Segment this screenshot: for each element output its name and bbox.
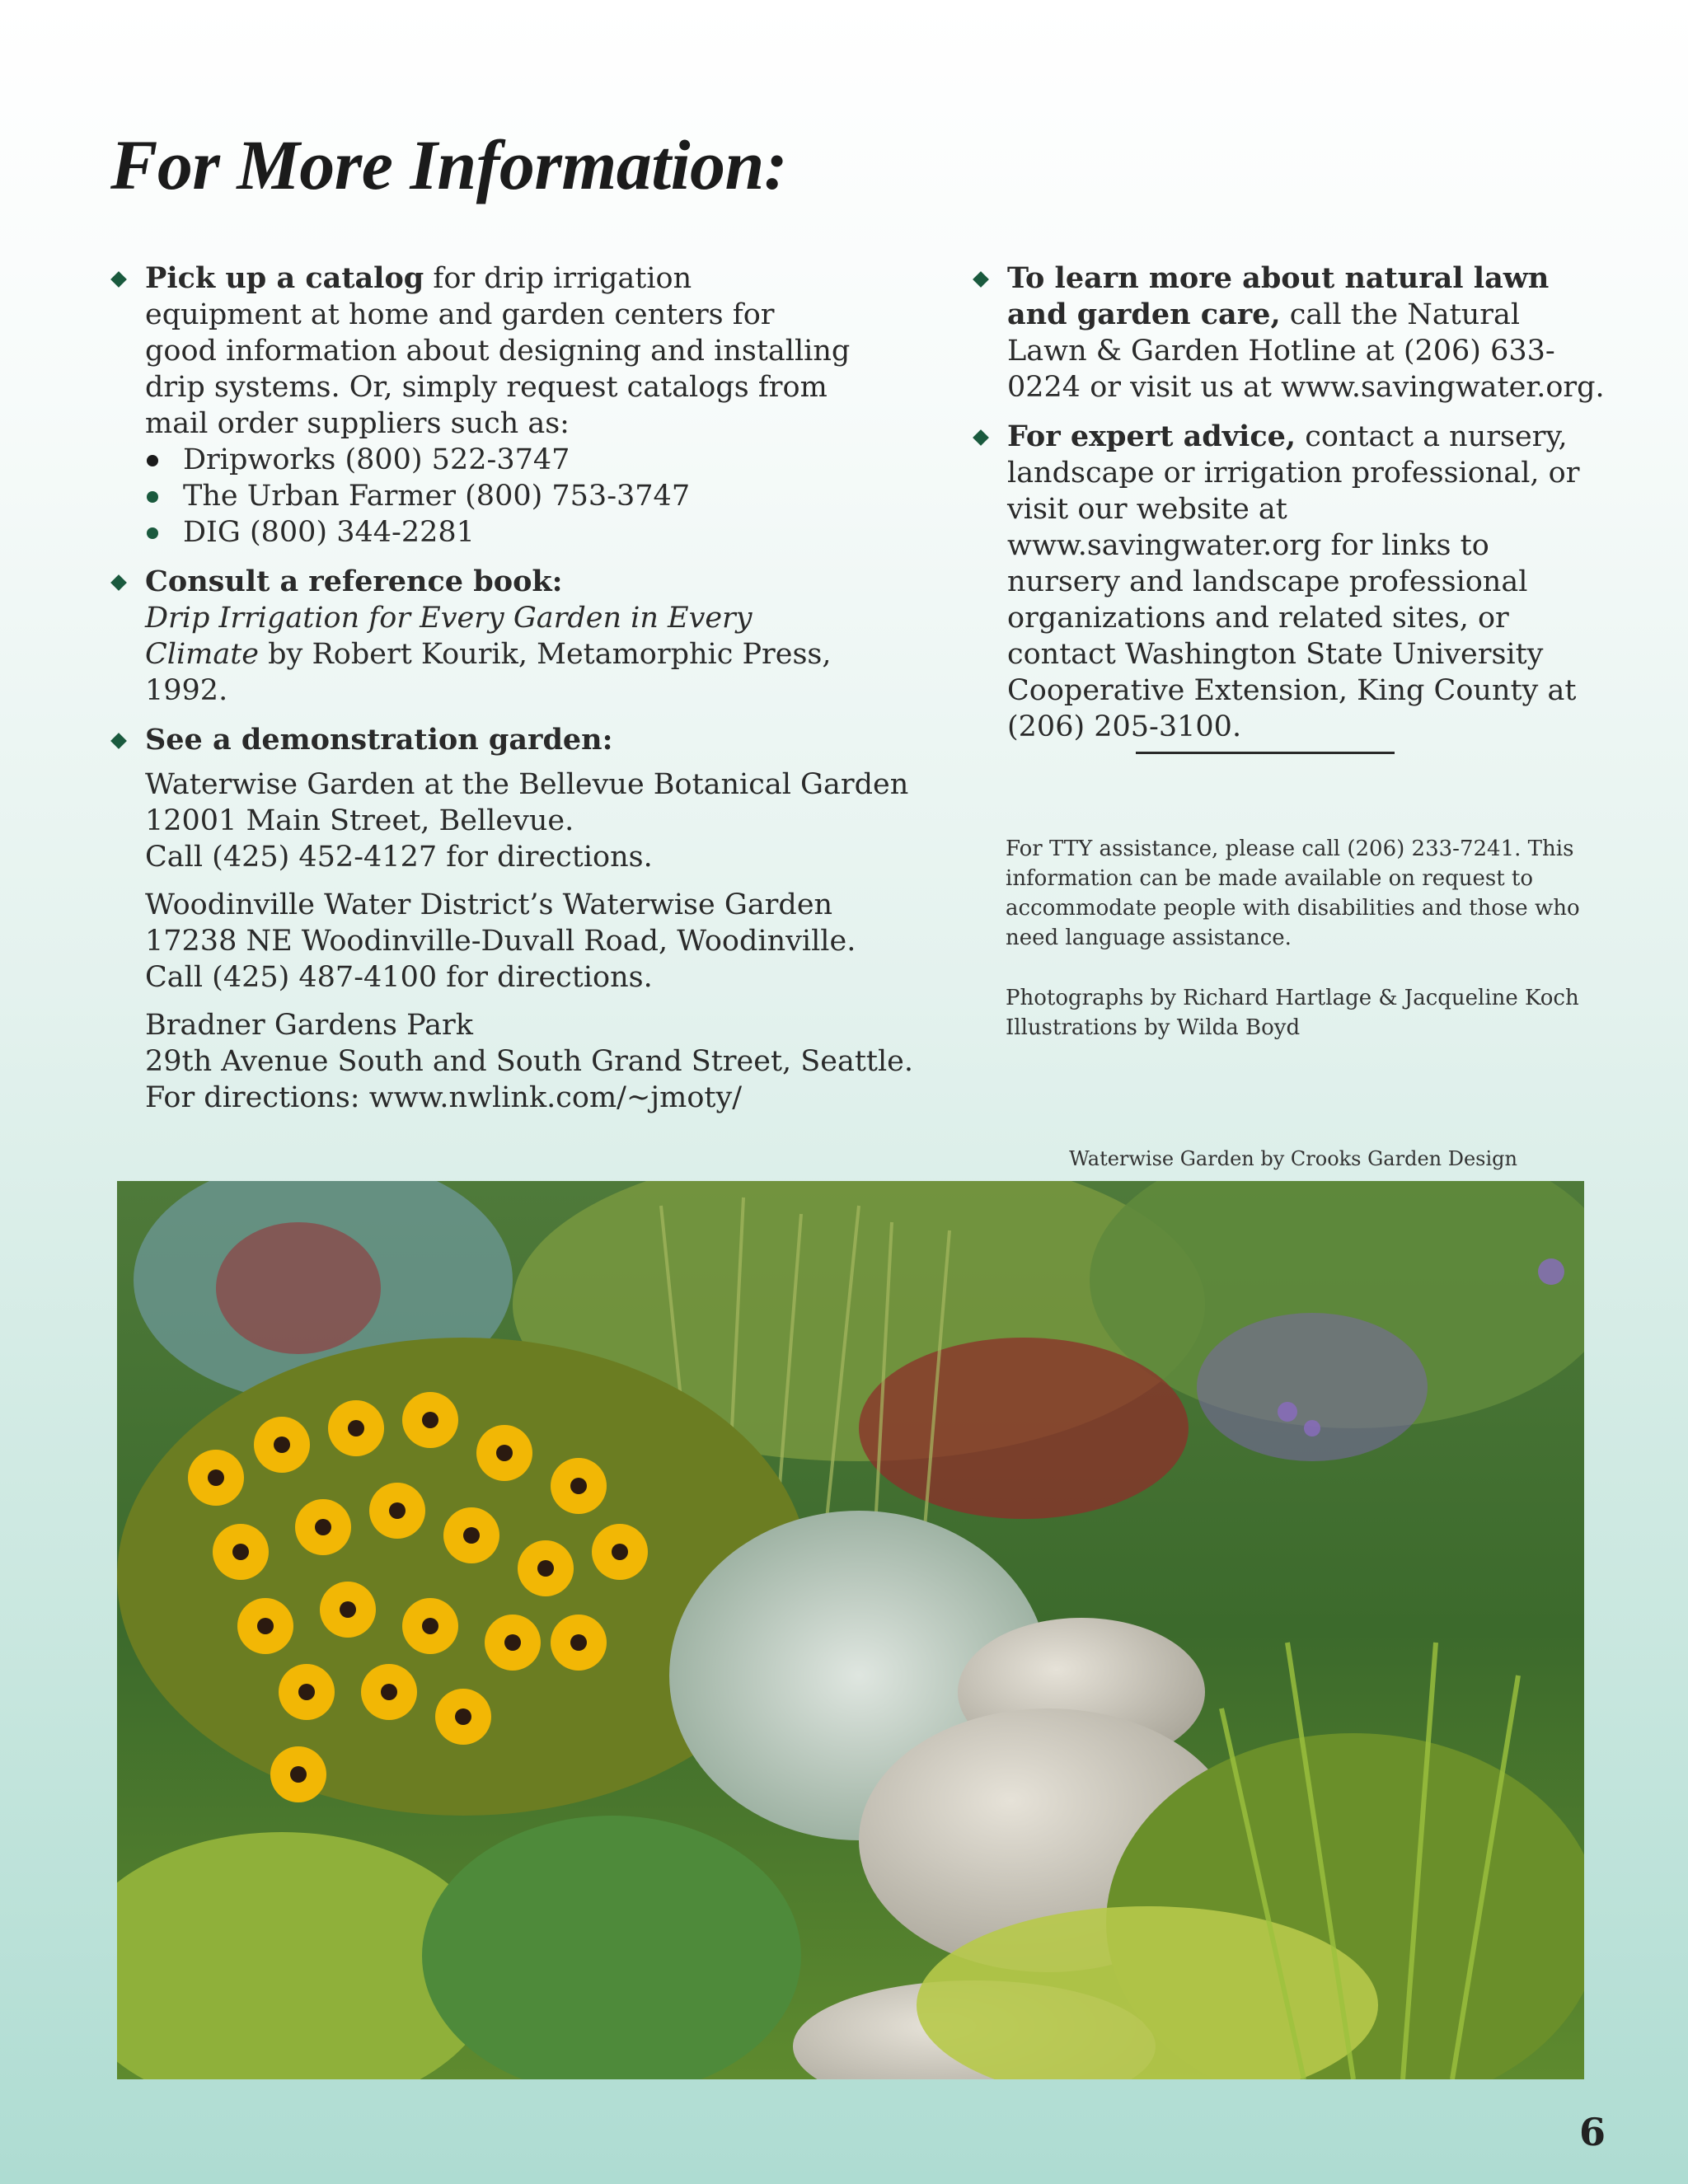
page-title: For More Information: xyxy=(110,125,787,204)
garden-name: Waterwise Garden at the Bellevue Botanical Garden xyxy=(145,768,909,801)
reference-heading: Consult a reference book: xyxy=(145,565,563,598)
garden-address: 29th Avenue South and South Grand Street, Seattle. xyxy=(145,1045,913,1078)
left-column xyxy=(110,260,913,1129)
round-bullet-icon xyxy=(147,455,158,466)
supplier-item: Dripworks (800) 522-3747 xyxy=(145,442,852,478)
photo-credit: Photographs by Richard Hartlage & Jacqueline Koch xyxy=(1006,986,1579,1010)
catalog-heading: Pick up a catalog xyxy=(145,261,424,295)
expert-advice-item xyxy=(973,419,1607,745)
garden-address: 12001 Main Street, Bellevue. xyxy=(145,804,574,837)
catalog-item xyxy=(110,260,852,551)
garden-address-block xyxy=(145,887,856,996)
garden-address: 17238 NE Woodinville-Duvall Road, Woodinville. xyxy=(145,925,856,958)
garden-address-block xyxy=(145,1007,913,1116)
diamond-bullet-icon xyxy=(110,733,127,749)
credits xyxy=(1006,983,1599,1043)
supplier-list xyxy=(145,442,852,551)
garden-name: Bradner Gardens Park xyxy=(145,1009,473,1042)
expert-heading: For expert advice, xyxy=(1007,419,1296,453)
expert-text: contact a nursery, landscape or irrigation professional, or visit our website at www.savingwater.org for links to nursery and landscape professional organizations and related sites, or contact Washington State University Cooperative Extension, King County at (206) 205-3100. xyxy=(1007,420,1580,743)
garden-photo xyxy=(117,1181,1584,2079)
reference-item xyxy=(110,564,852,709)
garden-name: Woodinville Water District’s Waterwise Garden xyxy=(145,888,833,921)
diamond-bullet-icon xyxy=(973,429,989,446)
round-bullet-icon xyxy=(147,527,158,539)
book-title: Drip Irrigation for Every Garden in Every Climate xyxy=(145,602,753,671)
diamond-bullet-icon xyxy=(973,271,989,288)
supplier-item: DIG (800) 344-2281 xyxy=(145,514,852,551)
lawn-text: call the Natural Lawn & Garden Hotline at (206) 633-0224 or visit us at www.savingwater.org. xyxy=(1007,298,1605,404)
right-column xyxy=(973,260,1607,758)
garden-address-block xyxy=(145,766,909,875)
supplier-item: The Urban Farmer (800) 753-3747 xyxy=(145,478,852,514)
catalog-text: for drip irrigation equipment at home and garden centers for good information about designing and installing drip systems. Or, simply request catalogs from mail order suppliers such as: xyxy=(145,262,851,440)
garden-directions: For directions: www.nwlink.com/~jmoty/ xyxy=(145,1081,743,1114)
divider-rule xyxy=(1136,752,1395,754)
book-details: by Robert Kourik, Metamorphic Press, 1992. xyxy=(145,638,832,707)
photo-caption: Waterwise Garden by Crooks Garden Design xyxy=(1069,1147,1517,1170)
demo-heading: See a demonstration garden: xyxy=(145,723,613,757)
garden-directions: Call (425) 452-4127 for directions. xyxy=(145,841,653,874)
illustration-credit: Illustrations by Wilda Boyd xyxy=(1006,1015,1301,1040)
garden-directions: Call (425) 487-4100 for directions. xyxy=(145,961,653,994)
round-bullet-icon xyxy=(147,491,158,503)
lawn-heading: To learn more about natural lawn and garden care, xyxy=(1007,261,1550,331)
diamond-bullet-icon xyxy=(110,574,127,591)
page-number: 6 xyxy=(1578,2110,1606,2154)
tty-notice: For TTY assistance, please call (206) 233-7241. This information can be made available on request to accommodate people with disabilities and those who need language assistance. xyxy=(1006,837,1580,950)
demo-garden-item xyxy=(110,722,913,1116)
lawn-care-item xyxy=(973,260,1607,405)
diamond-bullet-icon xyxy=(110,271,127,288)
